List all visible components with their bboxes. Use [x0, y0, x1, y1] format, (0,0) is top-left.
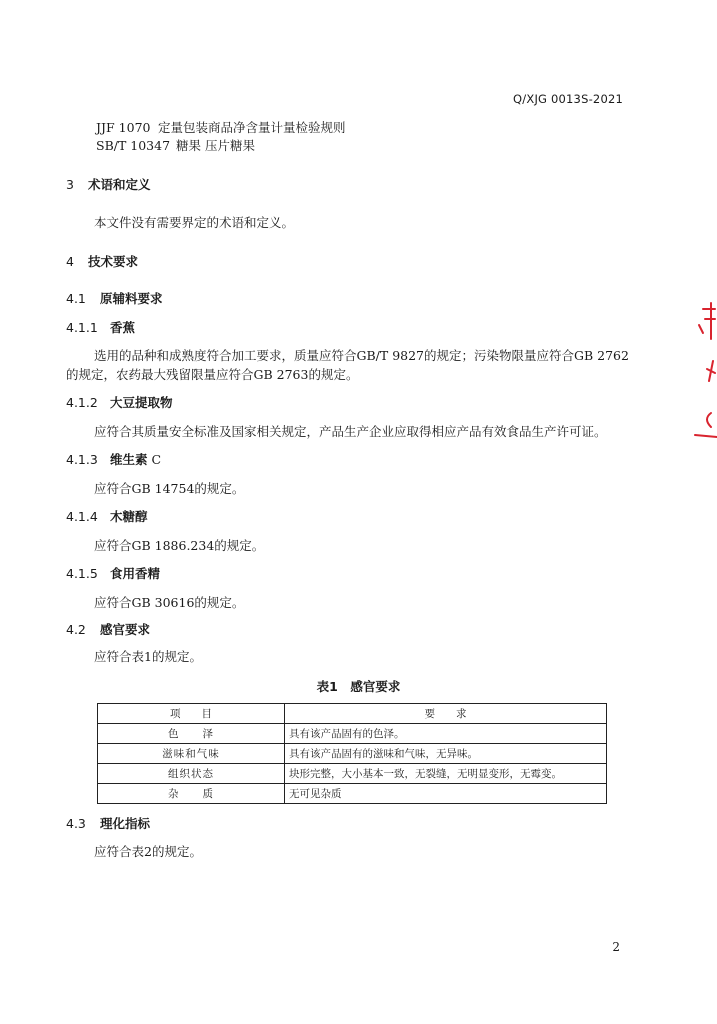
reference-code: JJF 1070	[96, 120, 151, 135]
reference-item	[96, 137, 255, 155]
table-header-cell: 要 求	[285, 704, 607, 724]
table-row	[98, 744, 607, 764]
section-title-suffix: C	[151, 452, 162, 467]
reference-item	[96, 119, 346, 137]
section-number: 4.1.1	[66, 320, 98, 335]
seal-stamp-fragment	[687, 295, 717, 445]
clause-heading	[66, 319, 135, 337]
clause-heading	[66, 394, 173, 412]
clause-text: 应符合GB 30616的规定。	[94, 595, 245, 610]
reference-code: SB/T 10347	[96, 138, 171, 153]
table-cell-item: 组织状态	[98, 764, 285, 784]
clause-heading	[66, 508, 148, 526]
section-number: 4.3	[66, 816, 86, 831]
subsection-heading	[66, 290, 163, 308]
document-code: Q/XJG 0013S-2021	[513, 92, 623, 106]
section-title: 大豆提取物	[110, 395, 173, 410]
section-title: 原辅料要求	[100, 291, 163, 306]
section-title: 食用香精	[110, 566, 161, 581]
clause-text: 应符合其质量安全标准及国家相关规定，产品生产企业应取得相应产品有效食品生产许可证。	[94, 424, 607, 439]
clause-text: 选用的品种和成熟度符合加工要求，质量应符合GB/T 9827的规定；污染物限量应符合GB 2762的规定，农药最大残留限量应符合GB 2763的规定。	[66, 348, 629, 382]
reference-title: 定量包装商品净含量计量检验规则	[158, 120, 346, 135]
section-title: 理化指标	[100, 816, 151, 831]
table-cell-requirement: 块形完整，大小基本一致，无裂缝，无明显变形，无霉变。	[285, 764, 607, 784]
table-cell-item: 滋味和气味	[98, 744, 285, 764]
section-title: 技术要求	[88, 254, 139, 269]
table-header-row	[98, 704, 607, 724]
table-cell-item: 杂 质	[98, 784, 285, 804]
section-title: 感官要求	[100, 622, 151, 637]
clause-text: 应符合GB 1886.234的规定。	[94, 538, 265, 553]
reference-title: 糖果 压片糖果	[176, 138, 255, 153]
section-title: 木糖醇	[110, 509, 148, 524]
section-number: 4.1.4	[66, 509, 98, 524]
page-number: 2	[612, 940, 620, 954]
section-number: 4.1.5	[66, 566, 98, 581]
table-cell-requirement: 具有该产品固有的色泽。	[285, 724, 607, 744]
section-heading	[66, 253, 138, 271]
clause-text: 应符合表2的规定。	[94, 844, 202, 859]
section-number: 3	[66, 177, 74, 192]
section-heading	[66, 176, 151, 194]
table-caption: 表1 感官要求	[316, 679, 401, 694]
table-cell-item: 色 泽	[98, 724, 285, 744]
section-number: 4.1.3	[66, 452, 98, 467]
section-number: 4.1.2	[66, 395, 98, 410]
sensory-requirements-table	[97, 703, 607, 804]
section-title: 术语和定义	[88, 177, 151, 192]
section-number: 4	[66, 254, 74, 269]
section-number: 4.1	[66, 291, 86, 306]
section-text: 本文件没有需要界定的术语和定义。	[94, 215, 295, 230]
section-title: 香蕉	[110, 320, 136, 335]
table-cell-requirement: 无可见杂质	[285, 784, 607, 804]
subsection-heading	[66, 621, 150, 639]
clause-heading	[66, 451, 161, 469]
section-title: 维生素	[110, 452, 148, 467]
clause-text: 应符合表1的规定。	[94, 649, 202, 664]
table-row	[98, 784, 607, 804]
table-row	[98, 724, 607, 744]
subsection-heading	[66, 815, 150, 833]
table-header-cell: 项 目	[98, 704, 285, 724]
table-row	[98, 764, 607, 784]
clause-text: 应符合GB 14754的规定。	[94, 481, 245, 496]
section-number: 4.2	[66, 622, 86, 637]
clause-heading	[66, 565, 160, 583]
table-cell-requirement: 具有该产品固有的滋味和气味，无异味。	[285, 744, 607, 764]
